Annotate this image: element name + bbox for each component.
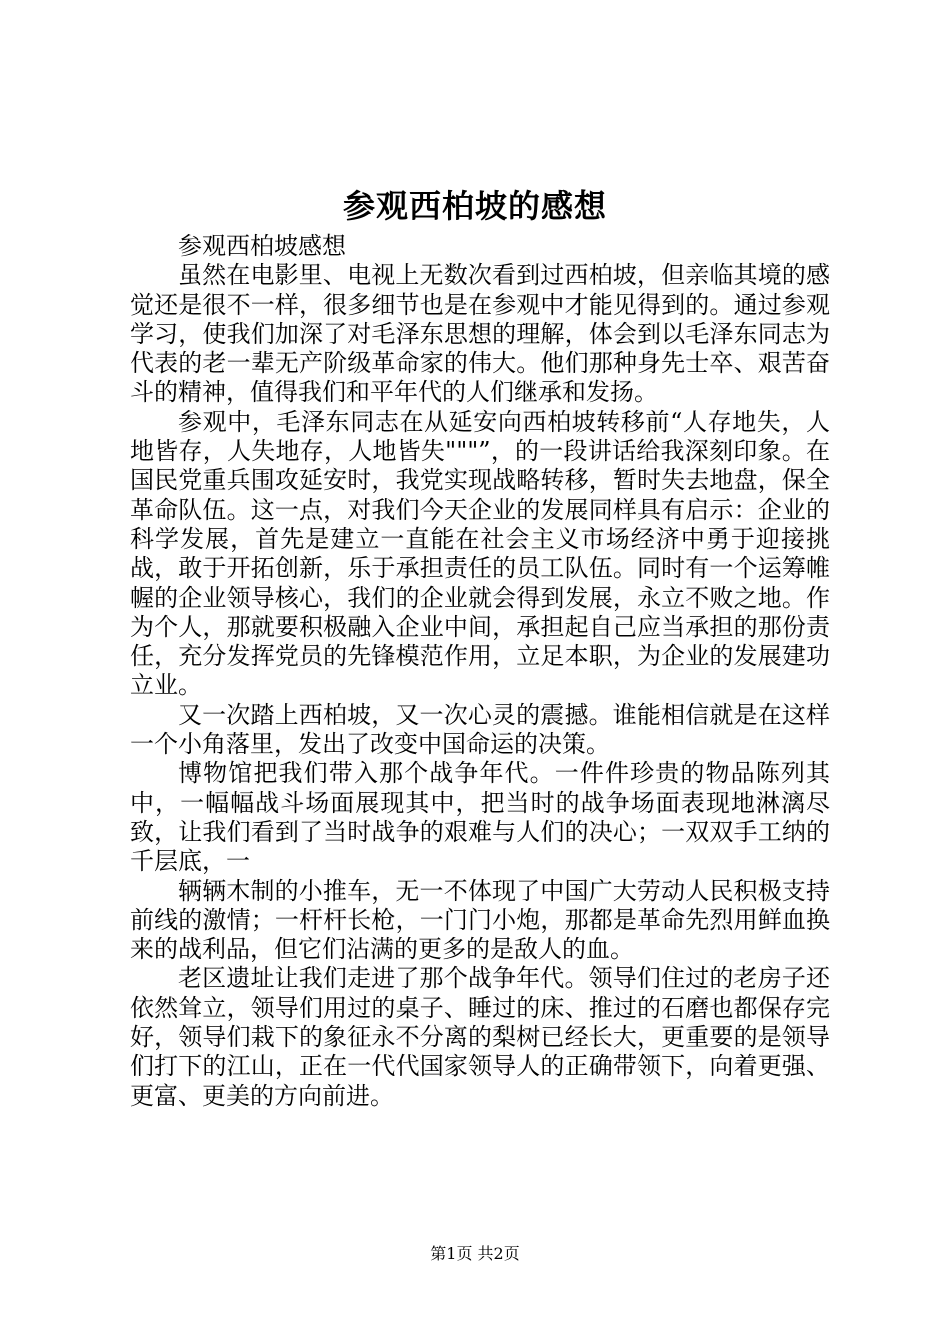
paragraph: 参观中，毛泽东同志在从延安向西柏坡转移前“人存地失，人地皆存，人失地存，人地皆失"""”，的一段讲话给我深刻印象。在国民党重兵围攻延安时，我党实现战略转移，暂时失去地盘，保全革命队伍。这一点，对我们今天企业的发展同样具有启示：企业的科学发展，首先是建立一直能在社会主义市场经济中勇于迎接挑战，敢于开拓创新，乐于承担责任的员工队伍。同时有一个运筹帷幄的企业领导核心，我们的企业就会得到发展，永立不败之地。作为个人，那就要积极融入企业中间，承担起自己应当承担的那份责任，充分发挥党员的先锋模范作用，立足本职，为企业的发展建功立业。	[130, 407, 830, 700]
paragraph: 老区遗址让我们走进了那个战争年代。领导们住过的老房子还依然耸立，领导们用过的桌子、睡过的床、推过的石磨也都保存完好，领导们栽下的象征永不分离的梨树已经长大，更重要的是领导们打下的江山，正在一代代国家领导人的正确带领下，向着更强、更富、更美的方向前进。	[130, 964, 830, 1110]
paragraph-subtitle: 参观西柏坡感想	[178, 232, 346, 260]
page-footer: 第1页 共2页	[430, 1244, 520, 1263]
paragraph: 辆辆木制的小推车，无一不体现了中国广大劳动人民积极支持前线的激情；一杆杆长枪，一门门小炮，那都是革命先烈用鲜血换来的战利品，但它们沾满的更多的是敌人的血。	[130, 876, 830, 964]
paragraph: 博物馆把我们带入那个战争年代。一件件珍贵的物品陈列其中，一幅幅战斗场面展现其中，把当时的战争场面表现地淋漓尽致，让我们看到了当时战争的艰难与人们的决心；一双双手工纳的千层底，一	[130, 759, 830, 876]
document-title: 参观西柏坡的感想	[342, 187, 607, 225]
document-body	[130, 232, 830, 1111]
paragraph: 又一次踏上西柏坡，又一次心灵的震撼。谁能相信就是在这样一个小角落里，发出了改变中国命运的决策。	[130, 700, 830, 759]
paragraph: 虽然在电影里、电视上无数次看到过西柏坡，但亲临其境的感觉还是很不一样，很多细节也是在参观中才能见得到的。通过参观学习，使我们加深了对毛泽东思想的理解，体会到以毛泽东同志为代表的老一辈无产阶级革命家的伟大。他们那种身先士卒、艰苦奋斗的精神，值得我们和平年代的人们继承和发扬。	[130, 261, 830, 407]
